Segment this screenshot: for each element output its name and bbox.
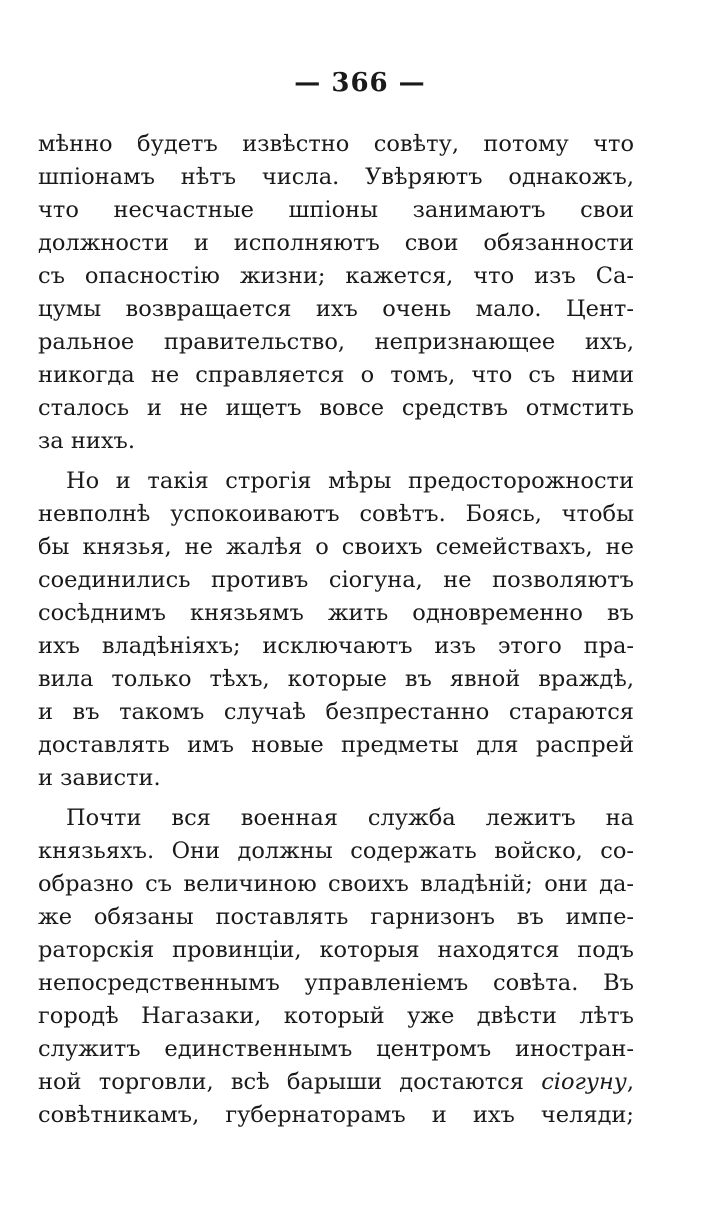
text-line: шпіонамъ нѣтъ числа. Увѣряютъ однакожъ, (38, 164, 634, 190)
paragraph-1 (38, 128, 634, 458)
text-line: Но и такія строгія мѣры предосторожности (66, 468, 634, 494)
paragraph-2 (38, 465, 634, 795)
text-line: образно съ величиною своихъ владѣній; они да- (38, 871, 634, 897)
text-line: за нихъ. (38, 428, 135, 454)
text-line: никогда не справляется о томъ, что съ ними (38, 362, 634, 388)
text-line: съ опасностію жизни; кажется, что изъ Са- (38, 263, 634, 289)
text-line: ной торговли, всѣ барыши достаются сіогуну, (38, 1069, 634, 1095)
text-line: невполнѣ успокоиваютъ совѣтъ. Боясь, чтобы (38, 501, 634, 527)
text-line: князьяхъ. Они должны содержать войско, со- (38, 838, 634, 864)
text-line: соединились противъ сіогуна, не позволяютъ (38, 567, 634, 593)
text-line: и зависти. (38, 765, 161, 791)
text-line: непосредственнымъ управленіемъ совѣта. Въ (38, 970, 634, 996)
text-line: вила только тѣхъ, которые въ явной враждѣ, (38, 666, 634, 692)
text-line: совѣтникамъ, губернаторамъ и ихъ челяди; (38, 1102, 634, 1128)
paragraph-3 (38, 802, 634, 1132)
text-line: сталось и не ищетъ вовсе средствъ отмстить (38, 395, 634, 421)
text-line: бы князья, не жалѣя о своихъ семействахъ, не (38, 534, 634, 560)
page-number: — 366 — (294, 68, 426, 98)
text-line: же обязаны поставлять гарнизонъ въ импе- (38, 904, 634, 930)
text-line: служитъ единственнымъ центромъ иностран- (38, 1036, 634, 1062)
text-line: сосѣднимъ князьямъ жить одновременно въ (38, 600, 634, 626)
text-line: раторскія провинціи, которыя находятся подъ (38, 937, 634, 963)
text-line: ральное правительство, непризнающее ихъ, (38, 329, 634, 355)
text-body (38, 128, 634, 1139)
text-line: и въ такомъ случаѣ безпрестанно стараются (38, 699, 634, 725)
text-line: Почти вся военная служба лежитъ на (66, 805, 634, 831)
text-line: что несчастные шпіоны занимаютъ свои (38, 197, 634, 223)
text-line: цумы возвращается ихъ очень мало. Цент- (38, 296, 634, 322)
text-line: мѣнно будетъ извѣстно совѣту, потому что (38, 131, 634, 157)
text-line: городѣ Нагазаки, который уже двѣсти лѣтъ (38, 1003, 634, 1029)
text-line: доставлять имъ новые предметы для распрей (38, 732, 634, 758)
text-line: должности и исполняютъ свои обязанности (38, 230, 634, 256)
text-line: ихъ владѣніяхъ; исключаютъ изъ этого пра- (38, 633, 634, 659)
